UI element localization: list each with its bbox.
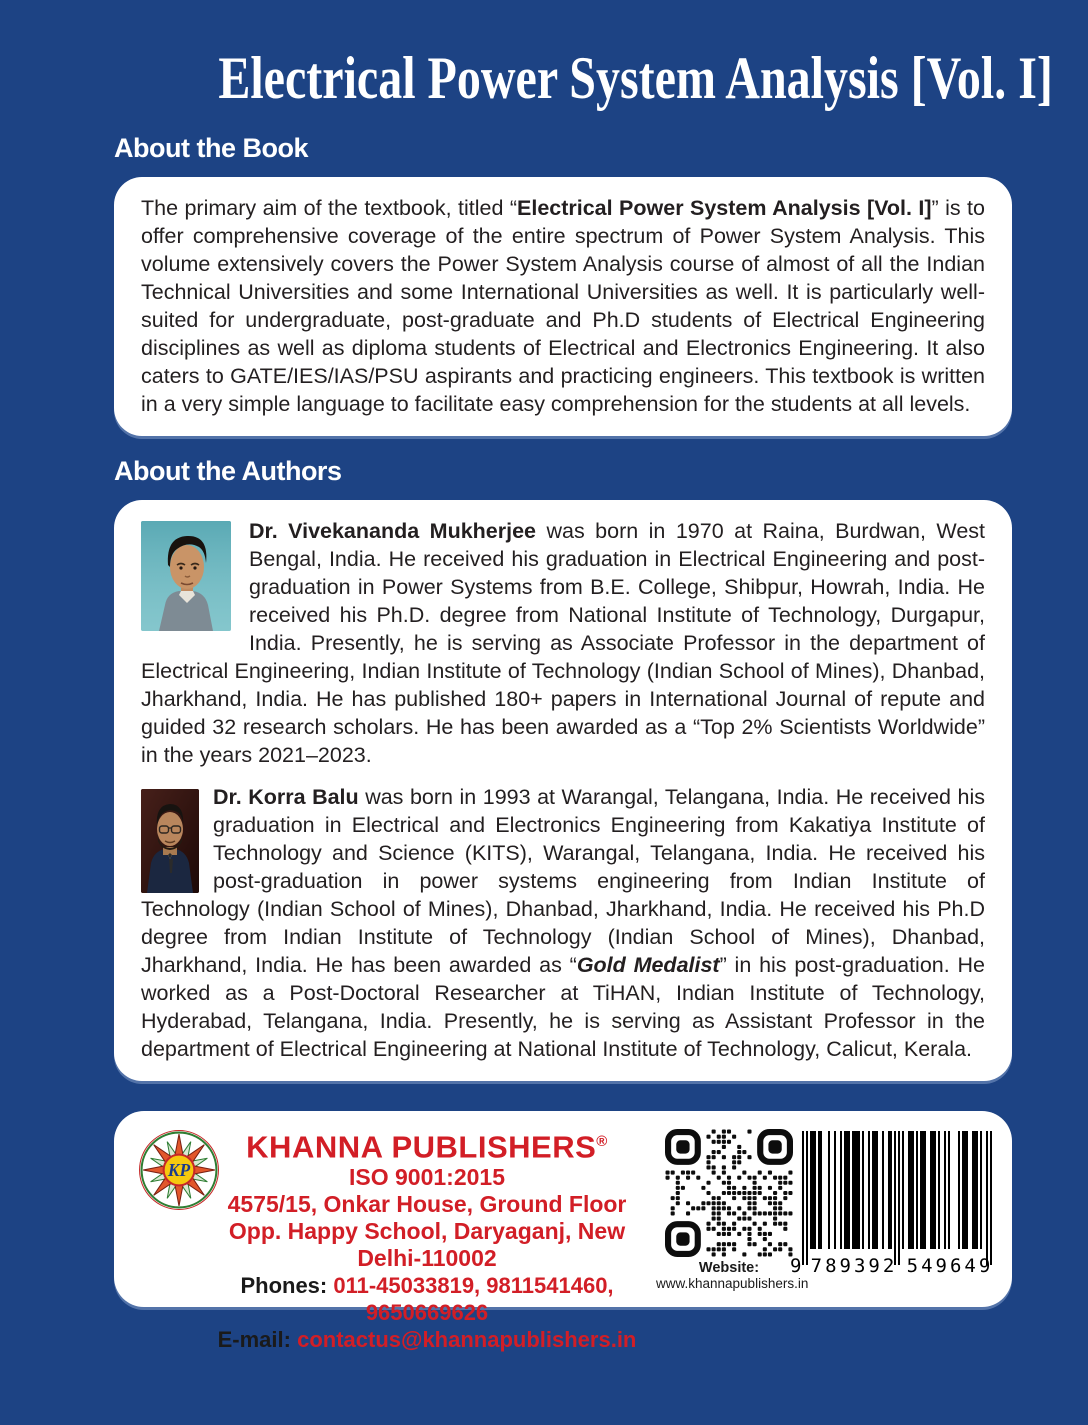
phones-label: Phones: — [240, 1273, 334, 1299]
about-book-rest: ” is to offer comprehensive coverage of the entire spectrum of Power System Analysis. This volume extensively covers the Power System Analysis course of almost of all the Indian Technical Universities and some International Universities as well. It is particularly well-suited for undergraduate, post-graduate and Ph.D students of Electrical Engineering disciplines as well as diploma students of Electrical and Electronics Engineering. It also caters to GATE/IES/IAS/PSU aspirants and practicing engineers. This textbook is written in a very simple language to facilitate easy comprehension for the students at all levels. — [141, 196, 985, 416]
author-portrait-1-illustration — [141, 521, 231, 631]
publisher-iso: ISO 9001:2015 — [348, 1164, 505, 1191]
about-authors-heading: About the Authors — [114, 456, 342, 486]
qr-block — [656, 1125, 809, 1291]
email-label: E-mail: — [217, 1327, 298, 1353]
publisher-info — [120, 1125, 656, 1353]
about-book-text — [141, 194, 985, 418]
author-photo-balu — [141, 789, 199, 893]
about-book-bold-title: Electrical Power System Analysis [Vol. I] — [517, 196, 932, 220]
logo-kp-monogram: KP — [167, 1160, 191, 1181]
author-2-award: Gold Medalist — [576, 953, 720, 977]
registered-mark: ® — [596, 1133, 608, 1150]
email-address: contactus@khannapublishers.in — [297, 1327, 637, 1353]
author-1-bio: was born in 1970 at Raina, Burdwan, West Bengal, India. He received his graduation in Electrical Engineering and post-graduation in Power Systems from B.E. College, Shibpur, Howrah, India. He received his Ph.D. degree from National Institute of Technology, Durgapur, India. Presently, he is serving as Associate Professor in the department of Electrical Engineering, Indian Institute of Technology (Indian School of Mines), Dhanbad, Jharkhand, India. He has published 180+ papers in International Journal of repute and guided 32 research scholars. He has been awarded as a “Top 2% Scientists Worldwide” in the years 2021–2023. — [141, 519, 985, 767]
isbn-group-1: 789392 — [810, 1255, 898, 1277]
about-book-lead: The primary aim of the textbook, titled “ — [141, 196, 517, 220]
about-book-card — [114, 177, 1012, 436]
about-book-heading: About the Book — [114, 133, 308, 163]
isbn-digits — [790, 1255, 998, 1277]
website-label: Website: — [698, 1260, 760, 1276]
author-2-name: Dr. Korra Balu — [213, 785, 359, 809]
author-1-name: Dr. Vivekananda Mukherjee — [249, 519, 537, 543]
isbn-barcode-icon — [802, 1131, 992, 1265]
publisher-card — [114, 1111, 1012, 1353]
author-bio-1-text — [141, 517, 985, 769]
author-bio-mukherjee — [141, 517, 985, 769]
publisher-phones — [198, 1272, 656, 1326]
author-2-bio-b: ” in his post-graduation. He worked as a Post-Doctoral Researcher at TiHAN, Indian Institute of Technology, Hyderabad, Telangana, India. Presently, he is serving as Assistant Professor in the department of Electrical Engineering at National Institute of Technology, Calicut, Kerala. — [141, 953, 985, 1061]
barcode-block — [790, 1125, 998, 1277]
website-url: www.khannapublishers.in — [656, 1276, 809, 1291]
khanna-publishers-logo-icon — [138, 1129, 220, 1216]
author-portrait-2-illustration — [141, 789, 199, 893]
author-bio-2-text — [141, 783, 985, 1063]
website-caption — [656, 1260, 809, 1291]
publisher-email — [198, 1326, 656, 1353]
publisher-name: KHANNA PUBLISHERS® — [246, 1129, 608, 1165]
author-2-bio-a: was born in 1993 at Warangal, Telangana, India. He received his graduation in Electrical and Electronics Engineering from Kakatiya Institute of Technology and Science (KITS), Warangal, Telangana, India. He received his post-graduation in power systems engineering from Indian Institute of Technology (Indian School of Mines), Dhanbad, Jharkhand, India. He received his Ph.D degree from Indian Institute of Technology (Indian School of Mines), Dhanbad, Jharkhand, India. He has been awarded as “ — [141, 785, 985, 977]
about-authors-card — [114, 500, 1012, 1081]
qr-code-icon — [665, 1129, 793, 1257]
phones-numbers: 011-45033819, 9811541460, 9650669626 — [333, 1273, 614, 1326]
isbn-digit-1: 9 — [790, 1255, 802, 1277]
isbn-group-2: 549649 — [906, 1255, 994, 1277]
publisher-address-line-1: 4575/15, Onkar House, Ground Floor — [227, 1191, 627, 1218]
book-title: Electrical Power System Analysis [Vol. I] — [218, 45, 1053, 111]
author-photo-mukherjee — [141, 521, 231, 631]
publisher-address-line-2: Opp. Happy School, Daryaganj, New Delhi-110002 — [228, 1218, 626, 1272]
author-bio-balu — [141, 783, 985, 1063]
